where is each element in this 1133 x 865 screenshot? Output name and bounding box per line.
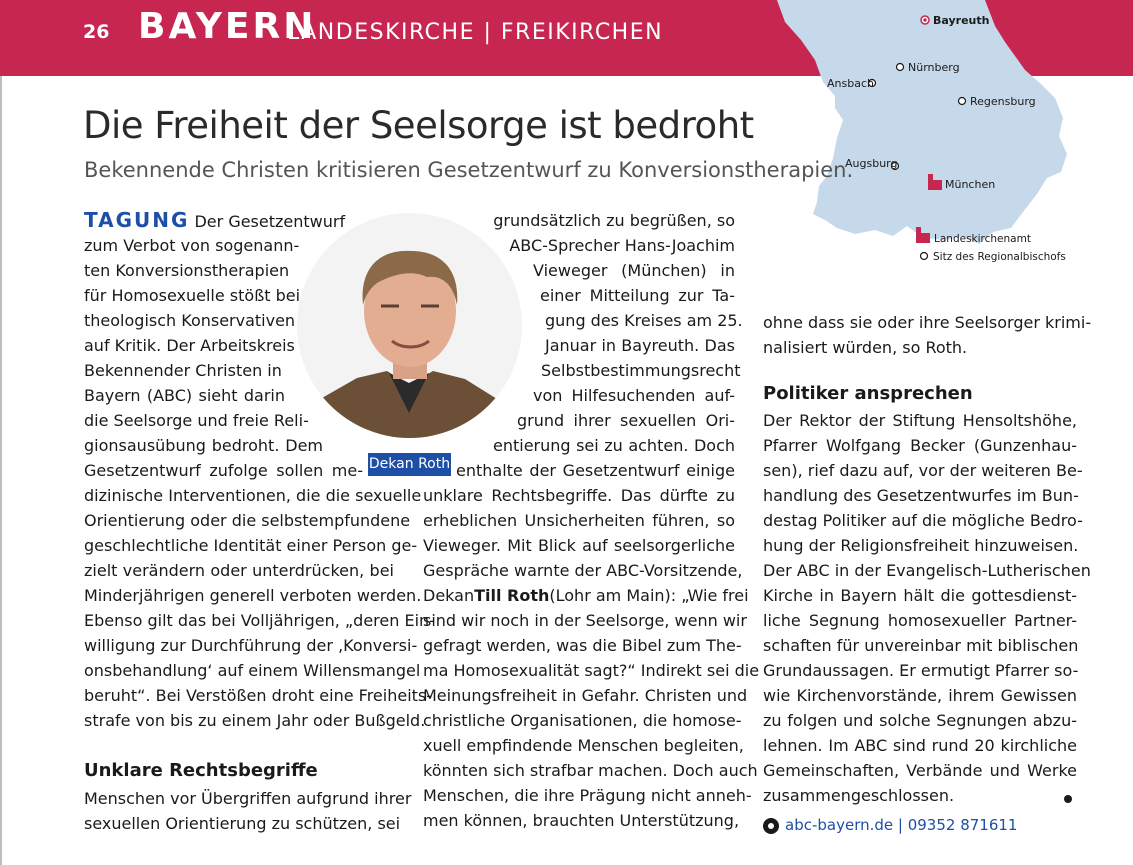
article-line: Dekan Till Roth (Lohr am Main): „Wie frei <box>423 583 735 608</box>
map-legend-landeskirchenamt: Landeskirchenamt <box>934 233 1031 245</box>
article-line: xuell empfindende Menschen begleiten, <box>423 736 744 755</box>
page-edge <box>0 76 2 865</box>
article-line: erheblichen Unsicherheiten führen, so <box>423 511 735 530</box>
article-line: enthalte der Gesetzentwurf einige <box>456 461 735 480</box>
article-line: Selbstbestimmungsrecht <box>541 361 741 380</box>
map-label-regensburg: Regensburg <box>970 95 1036 108</box>
bavaria-map <box>775 0 1133 285</box>
article-line: willigung zur Durchführung der ‚Konversi- <box>84 636 418 655</box>
article-line: Menschen, die ihre Prägung nicht anneh- <box>423 786 752 805</box>
article-line: ohne dass sie oder ihre Seelsorger krimi- <box>763 313 1092 332</box>
article-line: liche Segnung homosexueller Partner- <box>763 611 1077 630</box>
article-line: entierung sei zu achten. Doch <box>493 436 735 455</box>
article-line: von Hilfesuchenden auf- <box>533 386 735 405</box>
article-line: theologisch Konservativen <box>84 311 296 330</box>
article-line: Menschen vor Übergriffen aufgrund ihrer <box>84 789 412 808</box>
end-mark <box>1064 795 1072 803</box>
article-keyword: TAGUNG <box>84 208 190 232</box>
map-label-augsburg: Augsburg <box>845 157 898 170</box>
article-line: Meinungsfreiheit in Gefahr. Christen und <box>423 686 748 705</box>
article-title: Die Freiheit der Seelsorge ist bedroht <box>83 104 754 147</box>
subsection-title: LANDESKIRCHE | FREIKIRCHEN <box>287 20 664 45</box>
article-line: Orientierung oder die selbstempfundene <box>84 511 411 530</box>
article-line: unklare Rechtsbegriffe. Das dürfte zu <box>423 486 735 505</box>
article-line: auf Kritik. Der Arbeitskreis <box>84 336 295 355</box>
article-line: men können, brauchten Unterstützung, <box>423 811 740 830</box>
article-line: für Homosexuelle stößt bei <box>84 286 301 305</box>
article-line: hung der Religionsfreiheit hinzuweisen. <box>763 536 1079 555</box>
article-line: grund ihrer sexuellen Ori- <box>517 411 735 430</box>
article-line: Der ABC in der Evangelisch-Lutherischen <box>763 561 1091 580</box>
article-line: Ebenso gilt das bei Volljährigen, „deren Ein- <box>84 611 435 630</box>
map-label-nuernberg: Nürnberg <box>908 61 960 74</box>
article-line: die Seelsorge und freie Reli- <box>84 411 309 430</box>
photo-caption: Dekan Roth <box>368 453 451 476</box>
article-line: ten Konversionstherapien <box>84 261 290 280</box>
article-line: Vieweger. Mit Blick auf seelsorgerliche <box>423 536 735 555</box>
article-line: christliche Organisationen, die homose- <box>423 711 742 730</box>
article-line: gefragt werden, was die Bibel zum The- <box>423 636 742 655</box>
article-line: Der Rektor der Stiftung Hensoltshöhe, <box>763 411 1077 430</box>
section-heading-unklare-rechtsbegriffe: Unklare Rechtsbegriffe <box>84 760 318 781</box>
web-bullet-icon <box>763 818 779 834</box>
article-line: Minderjährigen generell verboten werden. <box>84 586 422 605</box>
article-line: zielt verändern oder unterdrücken, bei <box>84 561 394 580</box>
article-line: Kirche in Bayern hält die gottesdienst- <box>763 586 1077 605</box>
article-line: grundsätzlich zu begrüßen, so <box>493 211 735 230</box>
map-label-bayreuth: Bayreuth <box>933 14 990 27</box>
article-line: Vieweger (München) in <box>533 261 735 280</box>
article-line: Gespräche warnte der ABC-Vorsitzende, <box>423 561 743 580</box>
article-line: sexuellen Orientierung zu schützen, sei <box>84 814 401 833</box>
article-line: Gesetzentwurf zufolge sollen me- <box>84 461 363 480</box>
article-line: Bayern (ABC) sieht darin <box>84 386 285 405</box>
article-line: zu folgen und solche Segnungen abzu- <box>763 711 1077 730</box>
article-line: beruht“. Bei Verstößen droht eine Freiheits- <box>84 686 433 705</box>
article-line: gionsausübung bedroht. Dem <box>84 436 323 455</box>
page-number: 26 <box>83 21 110 43</box>
article-line: ABC-Sprecher Hans-Joachim <box>509 236 735 255</box>
article-line: onsbehandlung‘ auf einem Willensmangel <box>84 661 421 680</box>
article-line: geschlechtliche Identität einer Person ge- <box>84 536 418 555</box>
person-name-till-roth: Till Roth <box>474 586 550 605</box>
article-line: zusammengeschlossen. <box>763 786 955 805</box>
contact-info: abc-bayern.de | 09352 871611 <box>785 816 1018 834</box>
article-line: Bekennender Christen in <box>84 361 282 380</box>
section-title: BAYERN <box>138 6 317 47</box>
article-line: Gemeinschaften, Verbände und Werke <box>763 761 1077 780</box>
article-line: sind wir noch in der Seelsorge, wenn wir <box>423 611 747 630</box>
article-line: handlung des Gesetzentwurfes im Bun- <box>763 486 1079 505</box>
article-line: Grundaussagen. Er ermutigt Pfarrer so- <box>763 661 1079 680</box>
map-legend-regionalbischof: Sitz des Regionalbischofs <box>933 251 1066 263</box>
article-line: einer Mitteilung zur Ta- <box>540 286 735 305</box>
article-line: Pfarrer Wolfgang Becker (Gunzenhau- <box>763 436 1077 455</box>
article-line: dizinische Interventionen, die die sexuelle <box>84 486 422 505</box>
article-line: lehnen. Im ABC sind rund 20 kirchliche <box>763 736 1077 755</box>
map-label-muenchen: München <box>945 178 996 191</box>
article-line: TAGUNG Der Gesetzentwurf <box>84 208 346 232</box>
section-heading-politiker-ansprechen: Politiker ansprechen <box>763 383 973 404</box>
article-line: sen), rief dazu auf, vor der weiteren Be- <box>763 461 1083 480</box>
article-line: gung des Kreises am 25. <box>545 311 743 330</box>
map-label-ansbach: Ansbach <box>827 77 874 90</box>
article-line: wie Kirchenvorstände, ihrem Gewissen <box>763 686 1077 705</box>
article-line: ma Homosexualität sagt?“ Indirekt sei die <box>423 661 760 680</box>
article-line: nalisiert würden, so Roth. <box>763 338 968 357</box>
article-line: schaften für unvereinbar mit biblischen <box>763 636 1079 655</box>
article-line: destag Politiker auf die mögliche Bedro- <box>763 511 1083 530</box>
article-line: könnten sich strafbar machen. Doch auch <box>423 761 758 780</box>
article-line: zum Verbot von sogenann- <box>84 236 300 255</box>
article-line: Januar in Bayreuth. Das <box>545 336 735 355</box>
article-line: strafe von bis zu einem Jahr oder Bußgeld. <box>84 711 426 730</box>
article-subtitle: Bekennende Christen kritisieren Gesetzentwurf zu Konversionstherapien. <box>84 158 854 182</box>
